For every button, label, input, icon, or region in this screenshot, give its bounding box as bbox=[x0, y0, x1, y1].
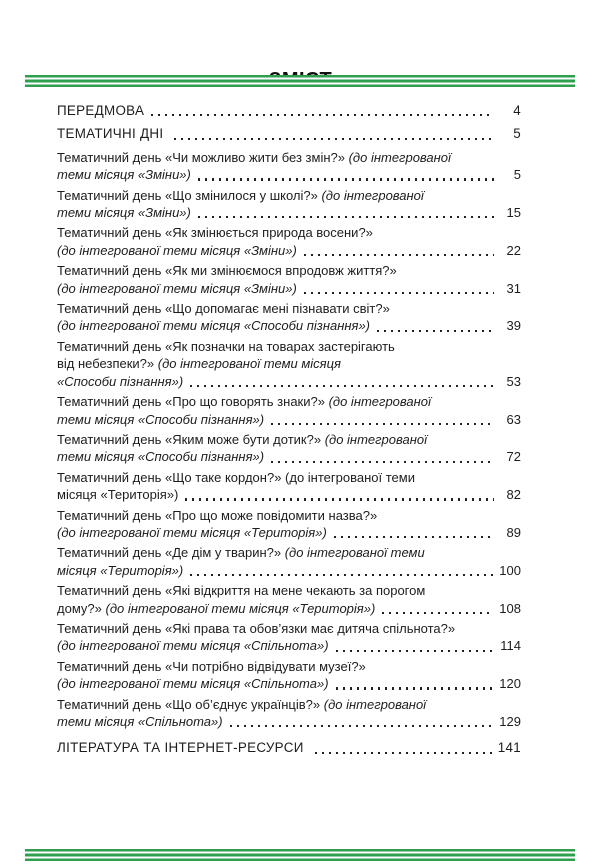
toc-entry bbox=[57, 393, 521, 428]
toc-text: місяця «Територія») bbox=[57, 562, 184, 578]
toc-line bbox=[57, 317, 521, 334]
toc-line bbox=[57, 204, 521, 221]
toc-line bbox=[57, 582, 521, 599]
toc-text: Тематичний день «Що таке кордон?» (до інтегрованої теми bbox=[57, 469, 415, 485]
page-number: 63 bbox=[506, 411, 521, 427]
page-number: 53 bbox=[506, 373, 521, 389]
toc-entry bbox=[57, 262, 521, 297]
toc-line bbox=[57, 393, 521, 410]
toc-line bbox=[57, 300, 521, 317]
toc-line bbox=[57, 658, 521, 675]
page-number: 31 bbox=[506, 280, 521, 296]
toc-entry bbox=[57, 469, 521, 504]
toc-text: теми місяця «Зміни») bbox=[57, 167, 191, 183]
toc-line bbox=[57, 224, 521, 241]
toc-line bbox=[57, 431, 521, 448]
bottom-border-decoration bbox=[25, 849, 575, 861]
toc-entry bbox=[57, 544, 521, 579]
toc-text: ТЕМАТИЧНІ ДНІ bbox=[57, 126, 168, 142]
top-border-decoration bbox=[25, 75, 575, 87]
toc-entry bbox=[57, 149, 521, 184]
toc-line bbox=[57, 544, 521, 561]
toc-text: теми місяця «Способи пізнання») bbox=[57, 411, 265, 427]
toc-entry bbox=[57, 658, 521, 693]
toc-line bbox=[57, 600, 521, 617]
dot-leader bbox=[198, 216, 494, 218]
dot-leader bbox=[271, 461, 494, 463]
toc-page bbox=[0, 68, 600, 757]
toc-line bbox=[57, 713, 521, 730]
toc-text: Тематичний день «Які відкриття на мене чекають за порогом bbox=[57, 583, 426, 599]
toc-text: (до інтегрованої теми місяця «Територія») bbox=[105, 600, 376, 616]
toc-text: Тематичний день «Які права та обов’язки має дитяча спільнота?» bbox=[57, 620, 456, 636]
dot-leader bbox=[315, 752, 493, 754]
dot-leader bbox=[174, 138, 494, 140]
toc-line bbox=[57, 125, 521, 142]
page-number: 100 bbox=[499, 562, 521, 578]
toc-line bbox=[57, 562, 521, 579]
toc-entry bbox=[57, 431, 521, 466]
toc-text: Тематичний день «Як позначки на товарах застерігають bbox=[57, 338, 395, 354]
toc-text: (до інтегрованої bbox=[321, 187, 424, 203]
toc-text: (до інтегрованої bbox=[323, 696, 427, 712]
page-number: 120 bbox=[499, 676, 521, 692]
toc-text: Тематичний день «Як ми змінюємося впродовж життя?» bbox=[57, 263, 397, 279]
toc-line bbox=[57, 448, 521, 465]
dot-leader bbox=[151, 114, 494, 116]
toc-text: (до інтегрованої bbox=[328, 394, 431, 410]
toc-text: Тематичний день «Що змінилося у школі?» bbox=[57, 187, 322, 203]
toc-entry bbox=[57, 620, 521, 655]
dot-leader bbox=[230, 725, 494, 727]
toc-text: Тематичний день «Чи можливо жити без змін?» bbox=[57, 149, 349, 165]
page-number: 39 bbox=[506, 318, 521, 334]
dot-leader bbox=[190, 574, 494, 576]
toc-text: теми місяця «Спільнота») bbox=[57, 714, 223, 729]
toc-list bbox=[57, 102, 521, 757]
toc-text: від небезпеки?» bbox=[57, 356, 158, 372]
dot-leader bbox=[336, 650, 494, 652]
toc-line bbox=[57, 469, 521, 486]
toc-text: дому?» bbox=[57, 600, 106, 616]
dot-leader bbox=[304, 292, 494, 294]
toc-text: Тематичний день «Що об’єднує українців?» bbox=[57, 696, 324, 712]
toc-line bbox=[57, 166, 521, 183]
toc-text: Тематичний день «Як змінюється природа восени?» bbox=[57, 225, 373, 241]
toc-entry bbox=[57, 300, 521, 335]
toc-text: ПЕРЕДМОВА bbox=[57, 103, 145, 118]
toc-line bbox=[57, 486, 521, 503]
toc-line bbox=[57, 411, 521, 428]
toc-text: (до інтегрованої теми місяця «Способи пізнання») bbox=[57, 318, 371, 334]
toc-entry bbox=[57, 338, 521, 390]
toc-text: (до інтегрованої теми місяця «Територія») bbox=[57, 524, 327, 540]
page-number: 4 bbox=[513, 103, 521, 118]
toc-text: ЛІТЕРАТУРА ТА ІНТЕРНЕТ-РЕСУРСИ bbox=[57, 740, 308, 756]
toc-text: Тематичний день «Де дім у тварин?» bbox=[57, 545, 285, 561]
toc-text: «Способи пізнання») bbox=[57, 373, 184, 389]
toc-entry bbox=[57, 696, 521, 731]
dot-leader bbox=[336, 687, 494, 689]
dot-leader bbox=[304, 254, 494, 256]
toc-line bbox=[57, 524, 521, 541]
dot-leader bbox=[382, 612, 494, 614]
toc-text: Тематичний день «Про що говорять знаки?» bbox=[57, 394, 329, 410]
dot-leader bbox=[271, 423, 494, 425]
toc-section bbox=[57, 125, 521, 142]
dot-leader bbox=[190, 385, 494, 387]
toc-line bbox=[57, 102, 521, 119]
toc-line bbox=[57, 262, 521, 279]
page-number: 5 bbox=[513, 167, 521, 183]
page-number: 82 bbox=[506, 487, 521, 503]
page-number: 114 bbox=[500, 638, 521, 654]
page-number: 15 bbox=[506, 205, 521, 221]
toc-line bbox=[57, 507, 521, 524]
page-number: 89 bbox=[506, 524, 521, 540]
toc-text: (до інтегрованої теми місяця bbox=[157, 356, 341, 372]
page-number: 141 bbox=[497, 740, 521, 756]
toc-text: (до інтегрованої теми bbox=[284, 545, 425, 561]
toc-entry bbox=[57, 582, 521, 617]
toc-entry bbox=[57, 224, 521, 259]
toc-text: (до інтегрованої теми місяця «Спільнота») bbox=[57, 638, 329, 654]
dot-leader bbox=[185, 498, 494, 500]
toc-line bbox=[57, 149, 521, 166]
toc-text: Тематичний день «Яким може бути дотик?» bbox=[57, 431, 325, 447]
toc-text: Тематичний день «Про що може повідомити назва?» bbox=[57, 507, 378, 523]
page-number: 72 bbox=[506, 449, 521, 465]
toc-text: місяця «Територія») bbox=[57, 487, 179, 503]
toc-entry bbox=[57, 507, 521, 542]
toc-line bbox=[57, 355, 521, 372]
page-number: 22 bbox=[506, 242, 521, 258]
toc-text: (до інтегрованої bbox=[324, 431, 428, 447]
toc-line bbox=[57, 187, 521, 204]
toc-line bbox=[57, 338, 521, 355]
toc-line bbox=[57, 637, 521, 654]
toc-text: (до інтегрованої теми місяця «Зміни») bbox=[57, 280, 297, 296]
page-number: 129 bbox=[499, 714, 521, 729]
toc-entry bbox=[57, 187, 521, 222]
page-number: 108 bbox=[499, 600, 521, 616]
toc-text: Тематичний день «Що допомагає мені пізнавати світ?» bbox=[57, 301, 390, 317]
toc-section bbox=[57, 739, 521, 756]
toc-line bbox=[57, 620, 521, 637]
dot-leader bbox=[198, 178, 494, 180]
toc-text: (до інтегрованої теми місяця «Зміни») bbox=[57, 242, 297, 258]
toc-line bbox=[57, 739, 521, 756]
toc-text: теми місяця «Способи пізнання») bbox=[57, 449, 265, 465]
toc-text: теми місяця «Зміни») bbox=[57, 205, 191, 221]
toc-text: (до інтегрованої bbox=[348, 149, 451, 165]
page-number: 5 bbox=[513, 126, 521, 142]
dot-leader bbox=[334, 536, 494, 538]
toc-text: Тематичний день «Чи потрібно відвідувати музеї?» bbox=[57, 658, 366, 674]
toc-line bbox=[57, 696, 521, 713]
toc-line bbox=[57, 280, 521, 297]
toc-line bbox=[57, 675, 521, 692]
dot-leader bbox=[377, 330, 494, 332]
toc-line bbox=[57, 242, 521, 259]
toc-text: (до інтегрованої теми місяця «Спільнота») bbox=[57, 676, 329, 692]
toc-section bbox=[57, 102, 521, 119]
toc-line bbox=[57, 373, 521, 390]
